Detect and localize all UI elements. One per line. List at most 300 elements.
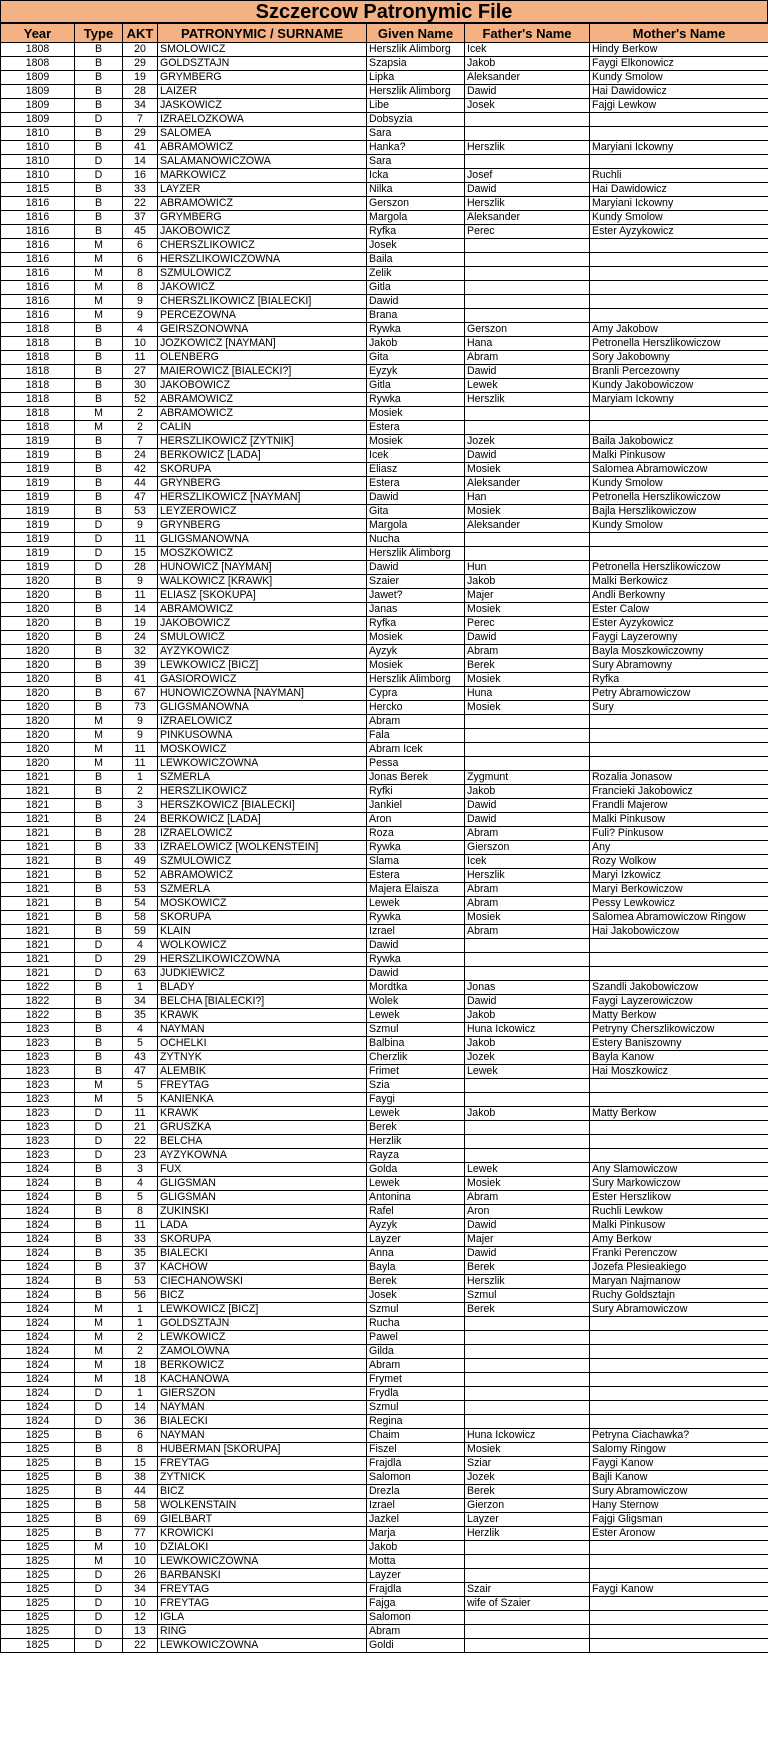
cell-type: D [75, 547, 123, 561]
cell-surname: GIELBART [158, 1513, 367, 1527]
cell-mother-name: Malki Pinkusow [590, 1219, 768, 1233]
cell-year: 1816 [1, 239, 75, 253]
cell-year: 1819 [1, 561, 75, 575]
cell-year: 1810 [1, 169, 75, 183]
cell-given-name: Baila [367, 253, 465, 267]
cell-type: B [75, 463, 123, 477]
cell-year: 1819 [1, 449, 75, 463]
cell-type: B [75, 1009, 123, 1023]
cell-type: M [75, 281, 123, 295]
cell-father-name [465, 1611, 590, 1625]
cell-given-name: Herszlik Alimborg [367, 547, 465, 561]
cell-given-name: Abram [367, 715, 465, 729]
cell-given-name: Herzlik [367, 1135, 465, 1149]
cell-year: 1824 [1, 1247, 75, 1261]
cell-type: B [75, 1457, 123, 1471]
cell-given-name: Ryfki [367, 785, 465, 799]
cell-akt: 14 [123, 1401, 158, 1415]
cell-father-name: Han [465, 491, 590, 505]
table-row [1, 743, 768, 757]
cell-type: B [75, 869, 123, 883]
table-row [1, 1149, 768, 1163]
cell-akt: 24 [123, 449, 158, 463]
table-row [1, 729, 768, 743]
cell-akt: 53 [123, 1275, 158, 1289]
cell-year: 1810 [1, 127, 75, 141]
cell-surname: CALIN [158, 421, 367, 435]
cell-akt: 1 [123, 981, 158, 995]
cell-year: 1818 [1, 421, 75, 435]
cell-given-name: Dawid [367, 561, 465, 575]
cell-given-name: Estera [367, 421, 465, 435]
table-row [1, 421, 768, 435]
cell-father-name: Herzlik [465, 1527, 590, 1541]
table-row [1, 1331, 768, 1345]
cell-given-name: Rywka [367, 911, 465, 925]
cell-akt: 41 [123, 141, 158, 155]
cell-surname: LEWKOWICZ [BICZ] [158, 659, 367, 673]
cell-given-name: Abram [367, 1625, 465, 1639]
cell-akt: 29 [123, 127, 158, 141]
cell-mother-name [590, 267, 768, 281]
cell-akt: 53 [123, 883, 158, 897]
cell-mother-name: Sury Abramowiczow [590, 1485, 768, 1499]
cell-type: M [75, 407, 123, 421]
cell-akt: 7 [123, 435, 158, 449]
cell-mother-name: Ryfka [590, 673, 768, 687]
table-row [1, 897, 768, 911]
cell-year: 1824 [1, 1415, 75, 1429]
cell-year: 1824 [1, 1401, 75, 1415]
cell-father-name [465, 1149, 590, 1163]
cell-surname: LADA [158, 1219, 367, 1233]
table-row [1, 85, 768, 99]
cell-akt: 10 [123, 1597, 158, 1611]
cell-akt: 32 [123, 645, 158, 659]
table-row [1, 1191, 768, 1205]
cell-akt: 24 [123, 631, 158, 645]
col-header-mother: Mother's Name [590, 24, 768, 43]
cell-given-name: Szia [367, 1079, 465, 1093]
cell-year: 1824 [1, 1275, 75, 1289]
table-row [1, 1541, 768, 1555]
cell-father-name [465, 953, 590, 967]
cell-akt: 5 [123, 1037, 158, 1051]
cell-type: B [75, 575, 123, 589]
cell-father-name [465, 407, 590, 421]
cell-given-name: Zelik [367, 267, 465, 281]
cell-father-name: Berek [465, 1485, 590, 1499]
cell-father-name [465, 715, 590, 729]
cell-akt: 20 [123, 43, 158, 57]
cell-akt: 44 [123, 477, 158, 491]
cell-mother-name: Petronella Herszlikowiczow [590, 491, 768, 505]
cell-year: 1825 [1, 1457, 75, 1471]
table-row [1, 855, 768, 869]
cell-year: 1809 [1, 85, 75, 99]
cell-type: M [75, 1093, 123, 1107]
cell-akt: 2 [123, 407, 158, 421]
cell-given-name: Chaim [367, 1429, 465, 1443]
cell-year: 1821 [1, 883, 75, 897]
cell-given-name: Regina [367, 1415, 465, 1429]
cell-surname: AYZYKOWNA [158, 1149, 367, 1163]
cell-year: 1820 [1, 603, 75, 617]
cell-father-name: Mosiek [465, 603, 590, 617]
table-row [1, 1121, 768, 1135]
cell-given-name: Herszlik Alimborg [367, 43, 465, 57]
table-row [1, 1457, 768, 1471]
cell-year: 1816 [1, 225, 75, 239]
cell-type: B [75, 225, 123, 239]
cell-mother-name: Hany Sternow [590, 1499, 768, 1513]
cell-given-name: Gilda [367, 1345, 465, 1359]
cell-type: D [75, 169, 123, 183]
cell-mother-name: Salomy Ringow [590, 1443, 768, 1457]
cell-given-name: Herszlik Alimborg [367, 85, 465, 99]
cell-type: B [75, 771, 123, 785]
cell-surname: GLIGSMANOWNA [158, 533, 367, 547]
cell-year: 1821 [1, 785, 75, 799]
cell-mother-name [590, 743, 768, 757]
cell-akt: 28 [123, 561, 158, 575]
cell-mother-name [590, 1569, 768, 1583]
cell-year: 1818 [1, 393, 75, 407]
cell-surname: JUDKIEWICZ [158, 967, 367, 981]
cell-akt: 44 [123, 1485, 158, 1499]
cell-father-name [465, 309, 590, 323]
cell-father-name: Dawid [465, 85, 590, 99]
cell-akt: 15 [123, 1457, 158, 1471]
cell-given-name: Abram [367, 1359, 465, 1373]
cell-year: 1825 [1, 1583, 75, 1597]
cell-akt: 11 [123, 1219, 158, 1233]
cell-year: 1819 [1, 533, 75, 547]
table-row [1, 393, 768, 407]
cell-given-name: Szaier [367, 575, 465, 589]
cell-year: 1821 [1, 911, 75, 925]
cell-year: 1824 [1, 1163, 75, 1177]
cell-akt: 9 [123, 309, 158, 323]
cell-given-name: Josek [367, 1289, 465, 1303]
table-row [1, 575, 768, 589]
cell-type: B [75, 1513, 123, 1527]
table-row [1, 1247, 768, 1261]
cell-type: D [75, 939, 123, 953]
cell-year: 1816 [1, 267, 75, 281]
cell-year: 1821 [1, 869, 75, 883]
cell-mother-name: Ester Ayzykowicz [590, 617, 768, 631]
cell-akt: 37 [123, 211, 158, 225]
cell-year: 1825 [1, 1541, 75, 1555]
cell-surname: SKORUPA [158, 911, 367, 925]
cell-year: 1821 [1, 967, 75, 981]
cell-type: B [75, 197, 123, 211]
cell-mother-name [590, 715, 768, 729]
cell-year: 1823 [1, 1065, 75, 1079]
cell-father-name: Majer [465, 1233, 590, 1247]
cell-surname: BICZ [158, 1289, 367, 1303]
cell-father-name [465, 127, 590, 141]
cell-akt: 67 [123, 687, 158, 701]
cell-surname: NAYMAN [158, 1429, 367, 1443]
table-row [1, 981, 768, 995]
cell-surname: IZRAELOZKOWA [158, 113, 367, 127]
cell-type: M [75, 1373, 123, 1387]
cell-given-name: Mosiek [367, 631, 465, 645]
table-row [1, 1527, 768, 1541]
cell-given-name: Frajdla [367, 1457, 465, 1471]
cell-year: 1821 [1, 897, 75, 911]
cell-father-name: Jakob [465, 1107, 590, 1121]
cell-type: B [75, 589, 123, 603]
cell-akt: 10 [123, 1555, 158, 1569]
cell-given-name: Jakob [367, 1541, 465, 1555]
cell-father-name: Jakob [465, 575, 590, 589]
cell-year: 1823 [1, 1037, 75, 1051]
cell-type: M [75, 1345, 123, 1359]
cell-father-name: Huna Ickowicz [465, 1429, 590, 1443]
table-row [1, 1303, 768, 1317]
cell-surname: JAKOBOWICZ [158, 617, 367, 631]
cell-mother-name: Rozy Wolkow [590, 855, 768, 869]
cell-type: B [75, 1191, 123, 1205]
table-row [1, 631, 768, 645]
cell-akt: 8 [123, 267, 158, 281]
cell-surname: KLAIN [158, 925, 367, 939]
cell-akt: 6 [123, 239, 158, 253]
table-row [1, 799, 768, 813]
cell-mother-name: Salomea Abramowiczow [590, 463, 768, 477]
cell-akt: 4 [123, 939, 158, 953]
cell-type: B [75, 183, 123, 197]
cell-surname: LEWKOWICZOWNA [158, 1639, 367, 1653]
cell-mother-name [590, 939, 768, 953]
cell-type: B [75, 127, 123, 141]
cell-type: M [75, 309, 123, 323]
cell-given-name: Frajdla [367, 1583, 465, 1597]
table-row [1, 127, 768, 141]
table-row [1, 71, 768, 85]
cell-akt: 69 [123, 1513, 158, 1527]
cell-father-name: Szair [465, 1583, 590, 1597]
cell-surname: GRYNBERG [158, 477, 367, 491]
cell-surname: HERSZKOWICZ [BIALECKI] [158, 799, 367, 813]
cell-surname: FREYTAG [158, 1457, 367, 1471]
table-row [1, 645, 768, 659]
cell-year: 1825 [1, 1611, 75, 1625]
cell-father-name: Aleksander [465, 211, 590, 225]
cell-surname: GRYMBERG [158, 71, 367, 85]
table-row [1, 1359, 768, 1373]
cell-mother-name: Kundy Smolow [590, 211, 768, 225]
cell-mother-name: Hindy Berkow [590, 43, 768, 57]
cell-year: 1824 [1, 1345, 75, 1359]
table-row [1, 1583, 768, 1597]
cell-mother-name [590, 281, 768, 295]
cell-mother-name [590, 1093, 768, 1107]
cell-father-name: Mosiek [465, 505, 590, 519]
cell-surname: BARBANSKI [158, 1569, 367, 1583]
cell-surname: WALKOWICZ [KRAWK] [158, 575, 367, 589]
cell-mother-name [590, 1597, 768, 1611]
cell-given-name: Mordtka [367, 981, 465, 995]
table-row [1, 785, 768, 799]
cell-type: B [75, 1261, 123, 1275]
cell-surname: JAKOBOWICZ [158, 225, 367, 239]
cell-mother-name: Faygi Kanow [590, 1457, 768, 1471]
cell-given-name: Pawel [367, 1331, 465, 1345]
cell-surname: ZAMOLOWNA [158, 1345, 367, 1359]
cell-surname: SALAMANOWICZOWA [158, 155, 367, 169]
cell-year: 1818 [1, 407, 75, 421]
cell-mother-name: Ester Ayzykowicz [590, 225, 768, 239]
cell-surname: MOSZKOWICZ [158, 547, 367, 561]
cell-mother-name: Fajgi Lewkow [590, 99, 768, 113]
cell-father-name: Gierzon [465, 1499, 590, 1513]
cell-father-name [465, 1387, 590, 1401]
cell-type: B [75, 1051, 123, 1065]
cell-mother-name: Faygi Layzerowiczow [590, 995, 768, 1009]
cell-akt: 9 [123, 729, 158, 743]
cell-type: B [75, 883, 123, 897]
cell-surname: LEWKOWICZOWNA [158, 1555, 367, 1569]
cell-mother-name: Rozalia Jonasow [590, 771, 768, 785]
cell-surname: BLADY [158, 981, 367, 995]
cell-year: 1825 [1, 1625, 75, 1639]
table-row [1, 463, 768, 477]
cell-year: 1825 [1, 1471, 75, 1485]
cell-year: 1820 [1, 715, 75, 729]
cell-year: 1825 [1, 1499, 75, 1513]
cell-mother-name [590, 547, 768, 561]
cell-type: D [75, 953, 123, 967]
cell-akt: 21 [123, 1121, 158, 1135]
cell-father-name [465, 1639, 590, 1653]
table-row [1, 155, 768, 169]
table-row [1, 435, 768, 449]
cell-father-name [465, 743, 590, 757]
cell-year: 1816 [1, 211, 75, 225]
cell-father-name: Jakob [465, 785, 590, 799]
cell-type: B [75, 477, 123, 491]
cell-type: M [75, 729, 123, 743]
cell-given-name: Izrael [367, 925, 465, 939]
cell-akt: 49 [123, 855, 158, 869]
cell-surname: HERSZLIKOWICZOWNA [158, 253, 367, 267]
cell-surname: JASKOWICZ [158, 99, 367, 113]
cell-given-name: Nilka [367, 183, 465, 197]
cell-father-name [465, 1625, 590, 1639]
cell-mother-name: Szandli Jakobowiczow [590, 981, 768, 995]
cell-father-name [465, 967, 590, 981]
cell-father-name: Icek [465, 855, 590, 869]
cell-father-name [465, 533, 590, 547]
cell-akt: 22 [123, 1135, 158, 1149]
cell-given-name: Jonas Berek [367, 771, 465, 785]
cell-year: 1819 [1, 505, 75, 519]
table-row [1, 701, 768, 715]
cell-akt: 38 [123, 1471, 158, 1485]
cell-year: 1824 [1, 1303, 75, 1317]
table-row [1, 253, 768, 267]
cell-type: M [75, 1317, 123, 1331]
cell-surname: ABRAMOWICZ [158, 393, 367, 407]
table-row [1, 841, 768, 855]
table-row [1, 561, 768, 575]
table-row [1, 603, 768, 617]
cell-father-name: Jakob [465, 1009, 590, 1023]
cell-year: 1825 [1, 1555, 75, 1569]
cell-type: B [75, 1289, 123, 1303]
cell-akt: 15 [123, 547, 158, 561]
cell-type: B [75, 1527, 123, 1541]
cell-given-name: Berek [367, 1121, 465, 1135]
cell-akt: 33 [123, 1233, 158, 1247]
cell-akt: 29 [123, 953, 158, 967]
table-row [1, 1429, 768, 1443]
cell-father-name [465, 1079, 590, 1093]
table-row [1, 1205, 768, 1219]
cell-type: D [75, 1387, 123, 1401]
cell-father-name [465, 1359, 590, 1373]
cell-mother-name [590, 1387, 768, 1401]
cell-year: 1819 [1, 463, 75, 477]
cell-type: M [75, 295, 123, 309]
cell-father-name [465, 729, 590, 743]
cell-father-name [465, 547, 590, 561]
cell-type: B [75, 925, 123, 939]
cell-father-name: Mosiek [465, 911, 590, 925]
table-row [1, 1625, 768, 1639]
cell-mother-name: Fajgi Gligsman [590, 1513, 768, 1527]
cell-year: 1820 [1, 645, 75, 659]
cell-surname: LAIZER [158, 85, 367, 99]
cell-year: 1824 [1, 1317, 75, 1331]
cell-mother-name: Any [590, 841, 768, 855]
cell-type: B [75, 323, 123, 337]
cell-surname: SALOMEA [158, 127, 367, 141]
table-row [1, 477, 768, 491]
col-header-year: Year [1, 24, 75, 43]
cell-father-name: Mosiek [465, 701, 590, 715]
cell-surname: IZRAELOWICZ [158, 827, 367, 841]
cell-year: 1819 [1, 477, 75, 491]
cell-type: B [75, 99, 123, 113]
cell-father-name: Dawid [465, 183, 590, 197]
cell-mother-name: Amy Jakobow [590, 323, 768, 337]
cell-akt: 36 [123, 1415, 158, 1429]
cell-type: M [75, 421, 123, 435]
cell-mother-name: Kundy Smolow [590, 477, 768, 491]
cell-father-name [465, 1121, 590, 1135]
cell-akt: 22 [123, 1639, 158, 1653]
table-row [1, 365, 768, 379]
cell-given-name: Jakob [367, 337, 465, 351]
table-row [1, 519, 768, 533]
cell-given-name: Rywka [367, 393, 465, 407]
cell-akt: 47 [123, 1065, 158, 1079]
cell-type: D [75, 113, 123, 127]
table-row [1, 1135, 768, 1149]
cell-given-name: Libe [367, 99, 465, 113]
cell-mother-name [590, 253, 768, 267]
cell-akt: 30 [123, 379, 158, 393]
cell-surname: HUBERMAN [SKORUPA] [158, 1443, 367, 1457]
cell-surname: BERKOWICZ [158, 1359, 367, 1373]
cell-father-name: Perec [465, 617, 590, 631]
cell-year: 1820 [1, 575, 75, 589]
